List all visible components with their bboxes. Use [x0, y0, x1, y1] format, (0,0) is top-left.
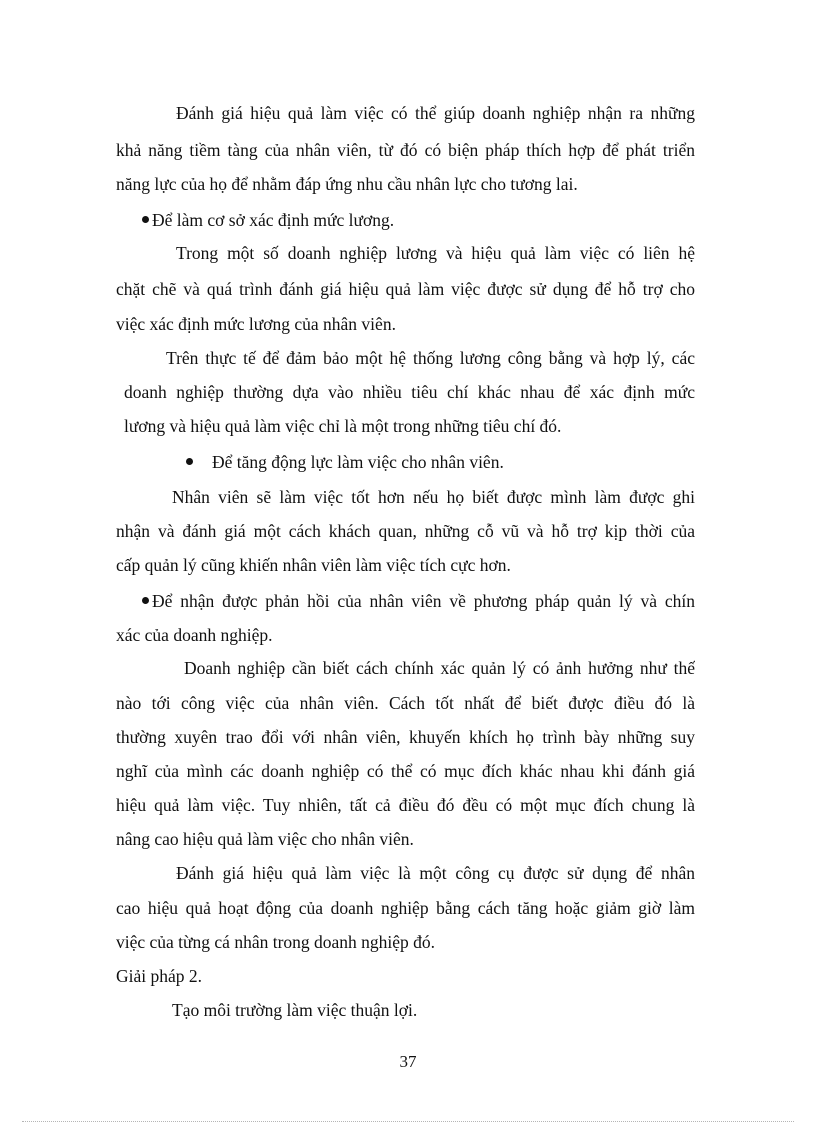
text-line: nhận và đánh giá một cách khách quan, những cỗ vũ và hỗ trợ kịp thời của [116, 521, 695, 541]
text-line: lương và hiệu quả làm việc chỉ là một trong những tiêu chí đó. [124, 416, 562, 436]
text-line: hiệu quả làm việc. Tuy nhiên, tất cả điều đó đều có một mục đích chung là [116, 795, 695, 815]
bullet-icon [142, 216, 149, 223]
text-line: chặt chẽ và quá trình đánh giá hiệu quả làm việc được sử dụng để hỗ trợ cho [116, 279, 695, 299]
footer-rule [22, 1121, 794, 1122]
text-line: cao hiệu quả hoạt động của doanh nghiệp bằng cách tăng hoặc giảm giờ làm [116, 898, 695, 918]
text-line: Tạo môi trường làm việc thuận lợi. [172, 1000, 418, 1020]
bullet-item [186, 451, 504, 473]
bullet-text: Để nhận được phản hồi của nhân viên về phương pháp quản lý và chín [152, 591, 695, 611]
text-line: Nhân viên sẽ làm việc tốt hơn nếu họ biết được mình làm được ghi [172, 487, 695, 507]
text-line: Đánh giá hiệu quả làm việc là một công cụ được sử dụng để nhân [176, 863, 695, 883]
text-line: năng lực của họ để nhằm đáp ứng nhu cầu nhân lực cho tương lai. [116, 174, 578, 194]
text-line: nào tới công việc của nhân viên. Cách tốt nhất để biết được điều đó là [116, 693, 695, 713]
text-line: cấp quản lý cũng khiến nhân viên làm việc tích cực hơn. [116, 555, 511, 575]
section-heading: Giải pháp 2. [116, 966, 203, 986]
text-line: Doanh nghiệp cần biết cách chính xác quản lý có ảnh hưởng như thế [184, 658, 695, 678]
bullet-text: Để làm cơ sở xác định mức lương. [152, 210, 395, 230]
text-line: Trong một số doanh nghiệp lương và hiệu quả làm việc có liên hệ [176, 243, 695, 263]
text-line: nâng cao hiệu quả làm việc cho nhân viên. [116, 829, 414, 849]
text-line: xác của doanh nghiệp. [116, 625, 273, 645]
bullet-icon [142, 597, 149, 604]
text-line: thường xuyên trao đổi với nhân viên, khuyến khích họ trình bày những suy [116, 727, 695, 747]
text-line: việc của từng cá nhân trong doanh nghiệp đó. [116, 932, 436, 952]
page-number: 37 [399, 1052, 417, 1071]
bullet-icon [186, 458, 193, 465]
text-line: khả năng tiềm tàng của nhân viên, từ đó có biện pháp thích hợp để phát triển [116, 140, 695, 160]
bullet-item [142, 209, 394, 231]
text-line: nghĩ của mình các doanh nghiệp có thể có mục đích khác nhau khi đánh giá [116, 761, 695, 781]
bullet-text: Để tăng động lực làm việc cho nhân viên. [212, 452, 504, 472]
text-line: Trên thực tế để đảm bảo một hệ thống lương công bằng và hợp lý, các [166, 348, 695, 368]
bullet-item [142, 590, 695, 612]
text-line: việc xác định mức lương của nhân viên. [116, 314, 396, 334]
text-line: Đánh giá hiệu quả làm việc có thể giúp doanh nghiệp nhận ra những [176, 103, 695, 123]
text-line: doanh nghiệp thường dựa vào nhiều tiêu chí khác nhau để xác định mức [124, 382, 695, 402]
